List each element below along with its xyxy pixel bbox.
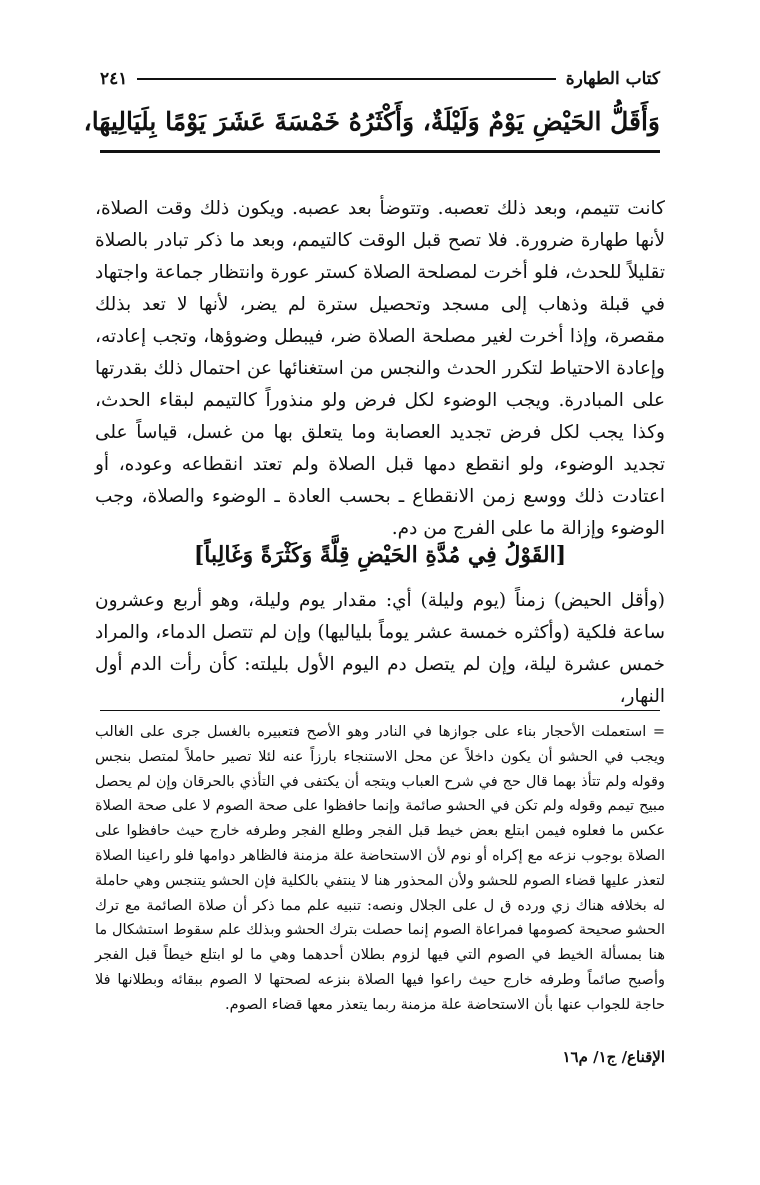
commentary-body — [95, 193, 665, 545]
commentary-paragraph: كانت تتيمم، وبعد ذلك تعصبه. وتتوضأ بعد عصبه. ويكون ذلك وقت الصلاة، لأنها طهارة ضرورة. فلا تصح قبل الوقت كالتيمم، وبعد ما ذكر تبادر بالصلاة تقليلاً للحدث، فلو أخرت لمصلحة الصلاة كستر عورة وانتظار جماعة واجتهاد في قبلة وذهاب إلى مسجد وتحصيل سترة لم يضر، لأنها لا تعد بذلك مقصرة، وإذا أخرت لغير مصلحة الصلاة ضر، فيبطل وضوؤها، وتجب إعادته، وإعادة الاحتياط لتكرر الحدث والنجس من استغنائها عن احتمال ذلك بقدرتها على المبادرة. ويجب الوضوء لكل فرض ولو منذوراً كالتيمم لبقاء الحدث، وكذا يجب لكل فرض تجديد العصابة وما يتعلق بها من غسل، قياساً على تجديد الوضوء، ولو انقطع دمها قبل الصلاة ولم تعتد انقطاعه وعوده، أو اعتادت ذلك ووسع زمن الانقطاع ـ بحسب العادة ـ الوضوء والصلاة، وجب الوضوء وإزالة ما على الفرج من دم. — [95, 198, 665, 539]
matn-text: وَأَقَلُّ الحَيْضِ يَوْمٌ وَلَيْلَةٌ، وَأَكْثَرُهُ خَمْسَةَ عَشَرَ يَوْمًا بِلَيَالِيهَا، — [83, 107, 660, 136]
section-heading: [القَوْلُ فِي مُدَّةِ الحَيْضِ قِلَّةً وَكَثْرَةً وَغَالِباً] — [193, 542, 567, 568]
footnote-divider — [100, 710, 660, 711]
footnote-reference: الإقناع/ ج١/ م١٦ — [562, 1048, 665, 1066]
footnote-paragraph: = استعملت الأحجار بناء على جوازها في النادر وهو الأصح فتعبيره بالغسل جرى على الغالب ويجب في الحشو أن يكون داخلاً عن محل الاستنجاء بارزاً عنه لئلا تصير حاملاً لمتصل بنجس وقوله ولم تتأذ بهما قال حج في شرح العباب ويتجه أن يكتفى في التأذي بالحرقان وإن لم يحصل مبيح تيمم وقوله ولم تكن في الحشو صائمة وإنما حافظوا على صحة الصوم لا على صحة الصلاة عكس ما فعلوه فيمن ابتلع بعض خيط قبل الفجر وطلع الفجر وطرفه خارج حيث حافظوا على الصلاة بوجوب نزعه مع إكراه أو نوم لأن الاستحاضة علة مزمنة فالظاهر دوامها فلو راعينا الصلاة لتعذر عليها قضاء الصوم للحشو ولأن المحذور هنا لا ينتفي بالكلية فإن الحشو يتنجس وهي حاملة له بخلافه هناك زي ورده ق ل على الجلال ونصه: تنبيه علم مما ذكر أن صلاة الصائمة مع ترك الحشو صحيحة كصومها فمراعاة الصوم إنما حصلت بترك الحشو وبذلك علم سقوط استشكال ما هنا بمسألة الخيط في الصوم التي فيها لزوم بطلان أحدهما وهي ما لو ابتلع خيطاً قبل الفجر وأصبح صائماً وطرفه خارج حيث راعوا فيها الصلاة بنزعه لصحتها لا الصوم ببقائه وبطلانها فلا حاجة للجواب عنها بأن الاستحاضة علة مزمنة ربما يتعذر معها قضاء الصوم. — [95, 724, 665, 1013]
header-rule — [137, 78, 555, 80]
page-number: ٢٤١ — [100, 69, 128, 89]
chapter-title: كتاب الطهارة — [565, 69, 660, 89]
running-header — [100, 66, 660, 92]
commentary-body-2 — [95, 585, 665, 713]
matn-divider — [100, 150, 660, 153]
footnotes — [95, 720, 665, 1018]
commentary-paragraph-2: (وأقل الحيض) زمناً (يوم وليلة) أي: مقدار يوم وليلة، وهو أربع وعشرون ساعة فلكية (وأكثره خمسة عشر يوماً بلياليها) وإن لم تتصل الدماء، والمراد خمس عشرة ليلة، وإن لم يتصل دم اليوم الأول بليلته: كأن رأت الدم أول النهار، — [95, 590, 665, 707]
